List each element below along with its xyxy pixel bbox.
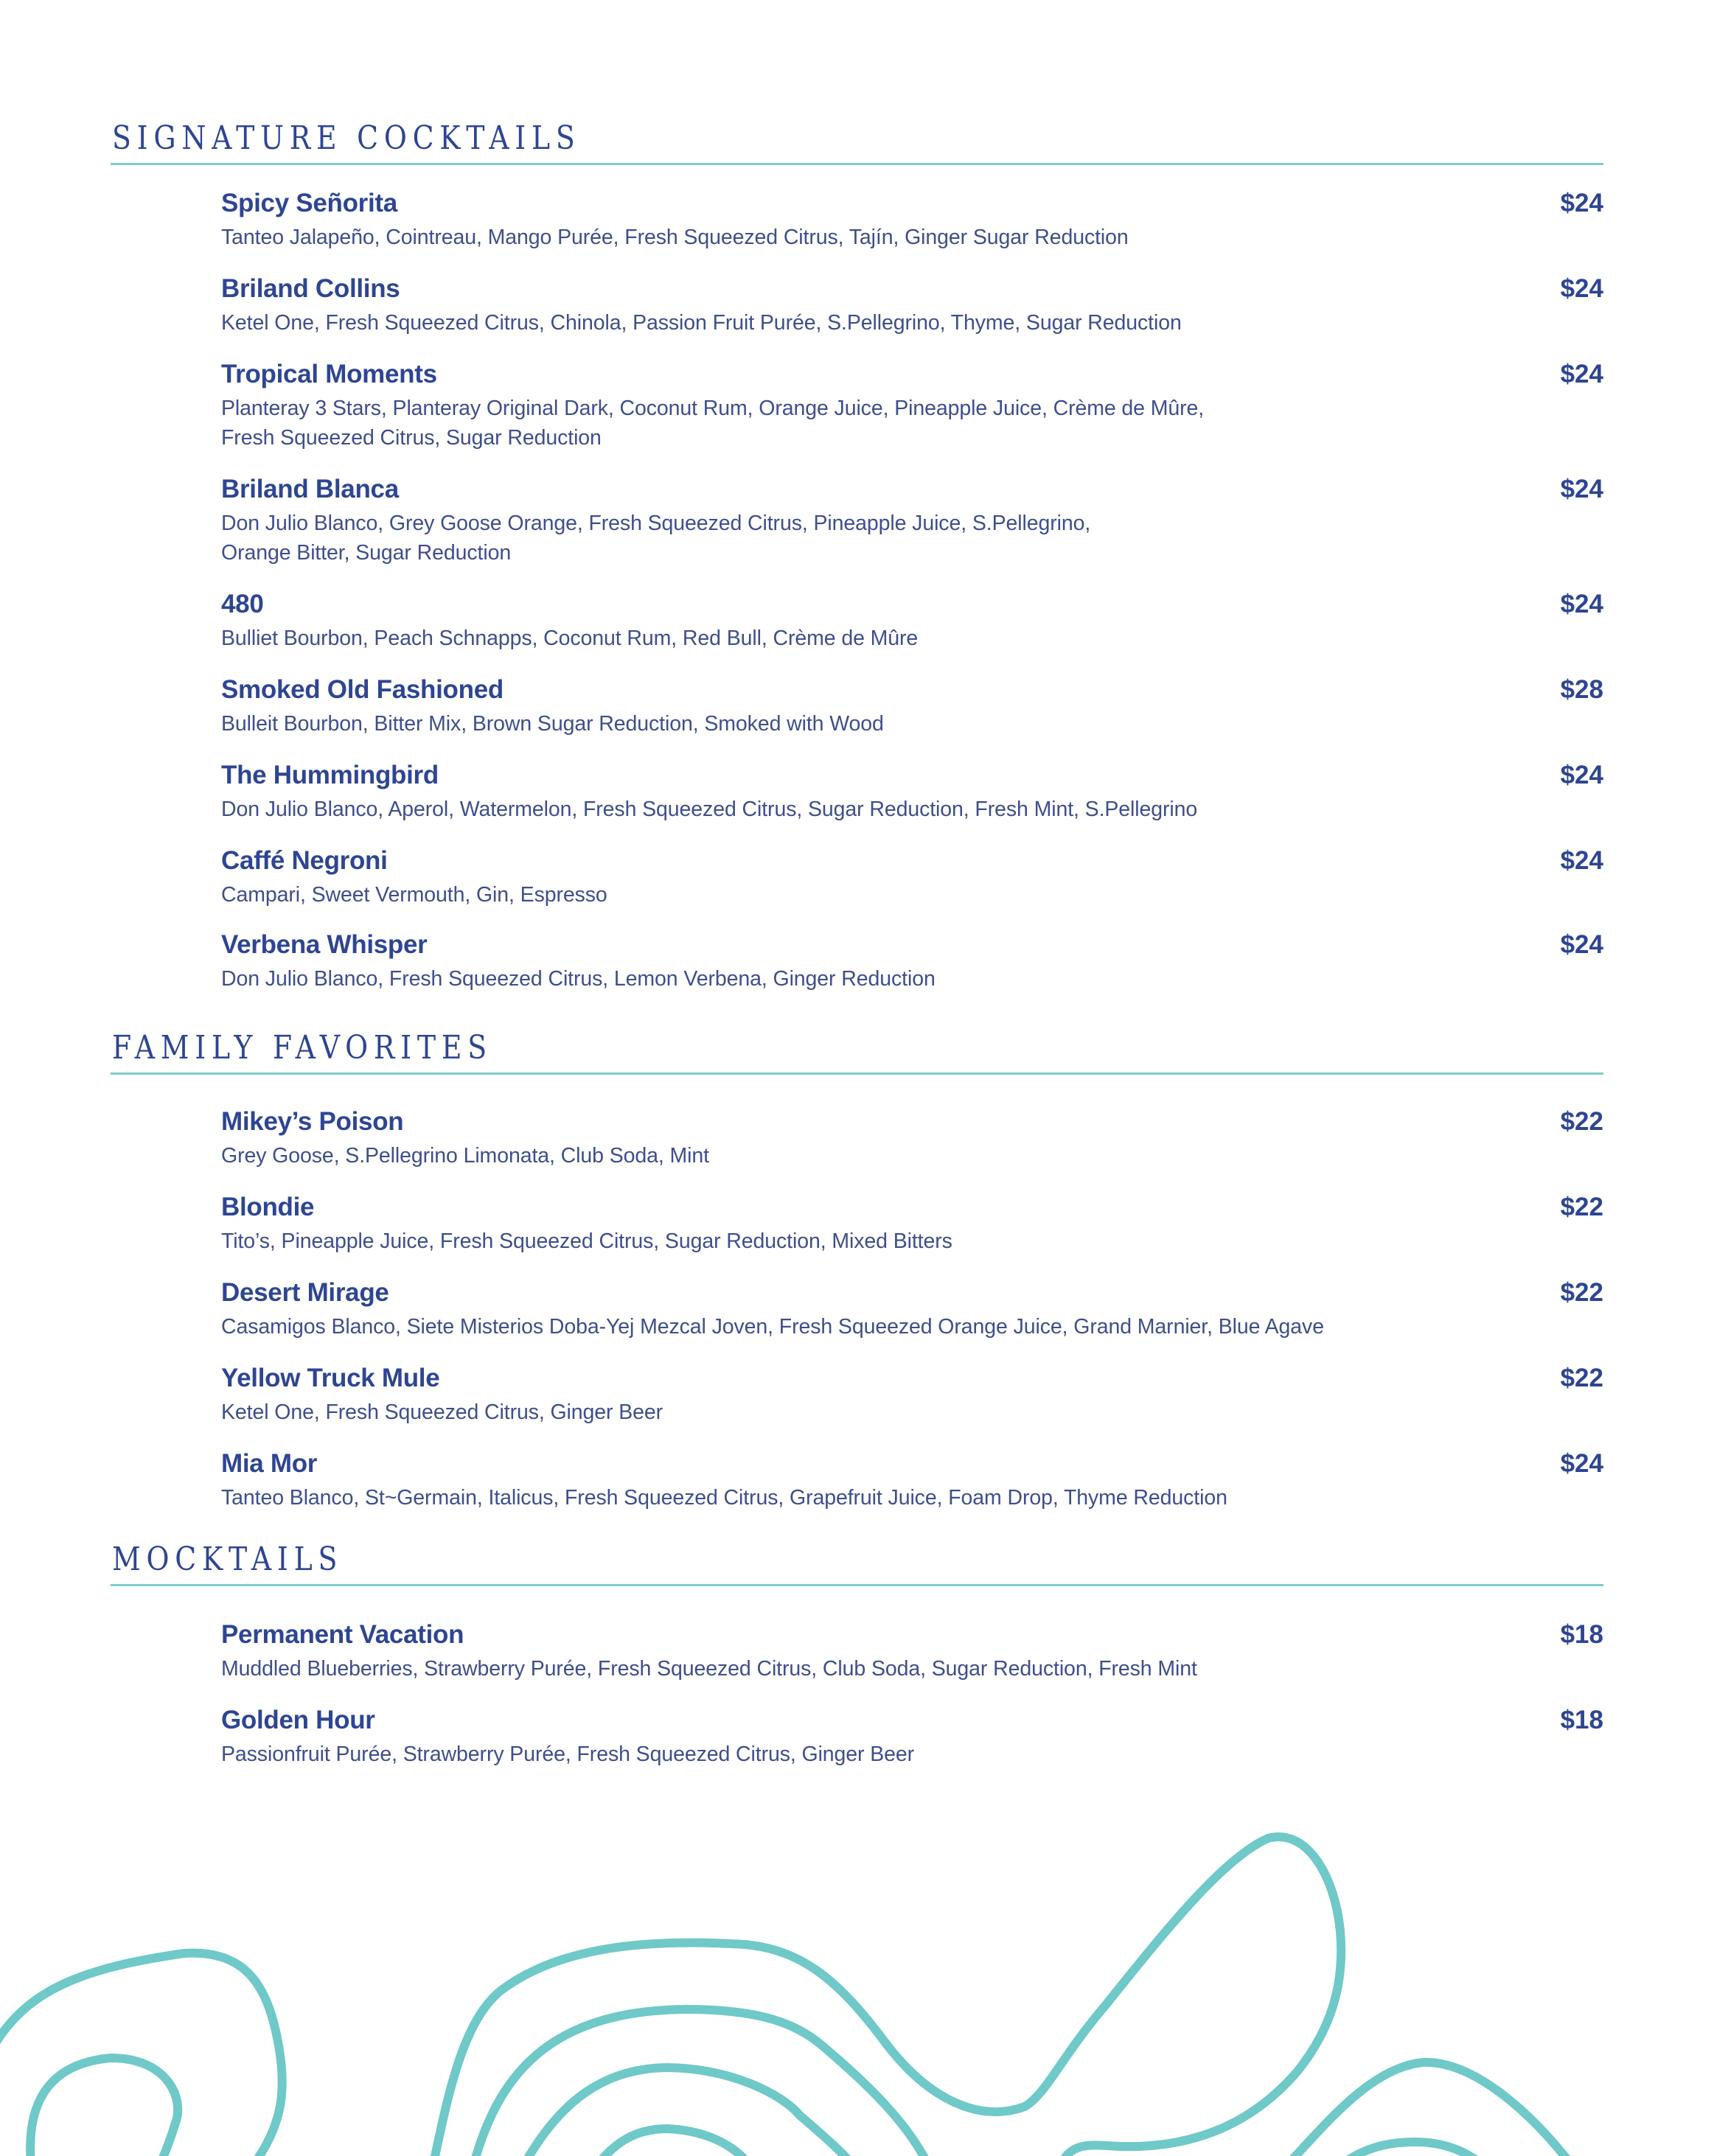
item-name: Caffé Negroni: [221, 846, 388, 875]
item-name: Verbena Whisper: [221, 930, 428, 959]
section-title: FAMILY FAVORITES: [112, 1029, 492, 1067]
section-divider: [111, 163, 1603, 165]
item-description: Tanteo Jalapeño, Cointreau, Mango Purée, Fresh Squeezed Citrus, Tajín, Ginger Sugar Reduction: [221, 226, 1129, 249]
item-name: 480: [221, 590, 264, 618]
item-name: Spicy Señorita: [221, 189, 397, 217]
item-price: $24: [1560, 1449, 1603, 1478]
item-description: Planteray 3 Stars, Planteray Original Dark, Coconut Rum, Orange Juice, Pineapple Juice, Crème de Mûre, Fresh Squeezed Citrus, Sugar Reduction: [221, 397, 1205, 450]
section-divider: [111, 1584, 1603, 1586]
item-price: $28: [1560, 675, 1603, 704]
item-name: Briland Blanca: [221, 475, 399, 503]
item-name: Smoked Old Fashioned: [221, 675, 504, 704]
item-description: Don Julio Blanco, Fresh Squeezed Citrus, Lemon Verbena, Ginger Reduction: [221, 967, 936, 991]
item-price: $18: [1560, 1620, 1603, 1649]
item-description: Don Julio Blanco, Grey Goose Orange, Fresh Squeezed Citrus, Pineapple Juice, S.Pellegrino, Orange Bitter, Sugar Reduction: [221, 512, 1091, 565]
item-name: Desert Mirage: [221, 1278, 389, 1307]
item-description: Don Julio Blanco, Aperol, Watermelon, Fresh Squeezed Citrus, Sugar Reduction, Fresh Mint, S.Pellegrino: [221, 798, 1198, 821]
item-description: Muddled Blueberries, Strawberry Purée, Fresh Squeezed Citrus, Club Soda, Sugar Reduction, Fresh Mint: [221, 1657, 1197, 1681]
item-name: Tropical Moments: [221, 360, 437, 388]
item-description: Passionfruit Purée, Strawberry Purée, Fresh Squeezed Citrus, Ginger Beer: [221, 1742, 915, 1766]
item-price: $24: [1560, 475, 1603, 503]
item-price: $22: [1560, 1193, 1603, 1221]
item-description: Bulleit Bourbon, Bitter Mix, Brown Sugar Reduction, Smoked with Wood: [221, 712, 884, 736]
item-description: Ketel One, Fresh Squeezed Citrus, Chinola, Passion Fruit Purée, S.Pellegrino, Thyme, Sugar Reduction: [221, 311, 1182, 335]
item-price: $24: [1560, 761, 1603, 789]
item-name: Briland Collins: [221, 274, 400, 303]
item-description: Ketel One, Fresh Squeezed Citrus, Ginger Beer: [221, 1400, 663, 1424]
item-name: Permanent Vacation: [221, 1620, 464, 1649]
item-price: $24: [1560, 590, 1603, 618]
section-title: MOCKTAILS: [112, 1541, 344, 1578]
item-name: Yellow Truck Mule: [221, 1364, 440, 1392]
item-description: Campari, Sweet Vermouth, Gin, Espresso: [221, 883, 607, 907]
item-name: Blondie: [221, 1193, 315, 1221]
item-description: Grey Goose, S.Pellegrino Limonata, Club Soda, Mint: [221, 1144, 709, 1168]
item-description: Bulliet Bourbon, Peach Schnapps, Coconut Rum, Red Bull, Crème de Mûre: [221, 627, 919, 650]
item-price: $24: [1560, 846, 1603, 875]
item-description: Casamigos Blanco, Siete Misterios Doba-Yej Mezcal Joven, Fresh Squeezed Orange Juice, Grand Marnier, Blue Agave: [221, 1315, 1324, 1339]
item-price: $24: [1560, 360, 1603, 388]
item-description: Tito’s, Pineapple Juice, Fresh Squeezed Citrus, Sugar Reduction, Mixed Bitters: [221, 1229, 952, 1253]
item-price: $24: [1560, 930, 1603, 959]
item-name: Mia Mor: [221, 1449, 318, 1478]
item-price: $24: [1560, 274, 1603, 303]
item-price: $22: [1560, 1107, 1603, 1136]
item-name: The Hummingbird: [221, 761, 439, 789]
item-price: $18: [1560, 1706, 1603, 1734]
item-price: $24: [1560, 189, 1603, 217]
item-description: Tanteo Blanco, St~Germain, Italicus, Fresh Squeezed Citrus, Grapefruit Juice, Foam Drop, Thyme Reduction: [221, 1486, 1227, 1510]
section-divider: [111, 1072, 1603, 1075]
item-price: $22: [1560, 1278, 1603, 1307]
section-title: SIGNATURE COCKTAILS: [112, 119, 581, 157]
item-price: $22: [1560, 1364, 1603, 1392]
item-name: Mikey’s Poison: [221, 1107, 404, 1136]
item-name: Golden Hour: [221, 1706, 375, 1734]
